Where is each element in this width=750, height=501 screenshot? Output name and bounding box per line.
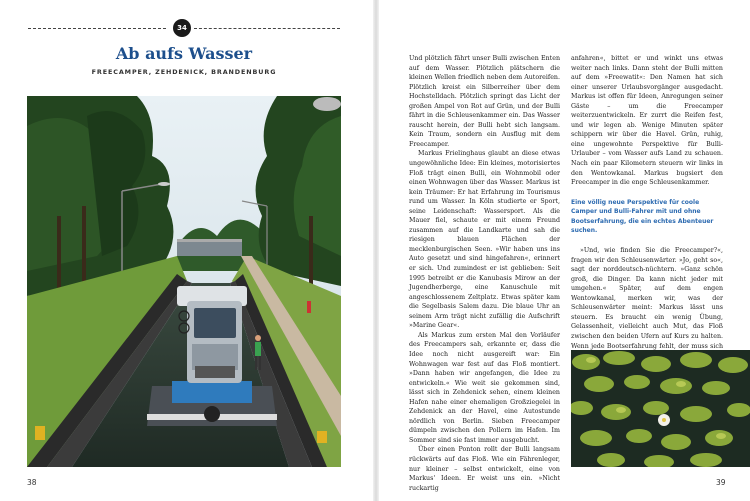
paragraph: Markus Frielinghaus glaubt an diese etwas ungewöhnliche Idee: Ein kleines, motorisiertes Floß trägt einen Bulli, ein Wohnmobil oder einen Wohnwagen über das Wasser. Markus ist kein Träumer: Er hat Erfahrung im Tourismus rund um Wasser. In Köln studierte er Sport, seine Leidenschaft: Wassersport. Als die Mauer fiel, schaute er mit einem Freund zusammen auf die Landkarte und sah die riesigen blauen Flächen der mecklenburgischen Seen. »Wir haben uns ins Auto gesetzt und sind hingefahren«, erinnert er sich. Und zumindest er ist geblieben: Seit 1995 betreibt er die Kanubasis Mirow an der Jugendherberge, eine Kanuschule mit angeschlossenem Zeltplatz. Etwas später kam die Segelbasis Salem dazu. Die blaue Uhr an seinem Arm trägt nicht zufällig die Aufschrift »Marine Gear«. — [409, 150, 560, 330]
header-rule-right — [194, 28, 340, 29]
text-column-2 — [571, 54, 723, 370]
lock-photo-icon — [27, 96, 341, 467]
book-gutter — [373, 0, 379, 501]
text-column-1 — [409, 54, 560, 493]
page-number-left: 38 — [27, 478, 37, 487]
lock-photo-illustration — [27, 96, 341, 467]
paragraph: Und plötzlich fährt unser Bulli zwischen Enten auf dem Wasser. Plötzlich plätschern die kleinen Wellen friedlich neben dem Autoreifen. Plötzlich kreist ein Silberreiher über dem Hochstelldach. Plötzlich springt das Licht der großen Ampel von Rot auf Grün, und der Bulli fährt in die Schleusenkammer ein. Das Wasser rauscht herein, der Bulli hebt sich langsam. Kein Traum, sondern ein Ausflug mit dem Freecamper. — [409, 55, 560, 148]
paragraph: Als Markus zum ersten Mal den Vorläufer des Freecampers sah, erkannte er, dass die Idee noch nicht ausgereift war: Ein Wohnwagen war fest auf das Floß montiert. »Dann haben wir angefangen, die Idee zu entwickeln.« Wie weit sie gekommen sind, lässt sich in Zehdenick sehen, einem kleinen Hafen nahe einer ehemaligen Großziegelei in Zehdenick an der Havel, eine Autostunde nördlich von Berlin. Sieben Freecamper dümpeln zwischen den Pollern im Hafen. Im Sommer sind sie fast immer ausgebucht. — [409, 331, 560, 444]
page-title: Ab aufs Wasser — [115, 44, 253, 63]
page-number-right: 39 — [716, 478, 726, 487]
pull-quote: Eine völlig neue Perspektive für coole Camper und Bulli-Fahrer mit und ohne Bootserfahrung, die ein echtes Abenteuer suchen. — [571, 198, 714, 235]
water-lilies-icon — [571, 350, 750, 467]
header-rule-left — [28, 28, 166, 29]
paragraph: anfahren«, bittet er und winkt uns etwas weiter nach links. Dann steht der Bulli mitten auf dem »Freewatit«: Den Namen hat sich einer unserer Urlaubsvorgänger ausgedacht. Markus ist offen für Ideen, Anregungen seiner Gäste – um die Freecamper weiterzuentwickeln. Er zurrt die Reifen fest, und wir legen ab. Wenige Minuten später schippern wir über die Havel. Grün, ruhig, eine ungewohnte Perspektive für Bulli-Urlauber – vom Wasser aufs Land zu schauen. Nach ein paar Kilometern steuern wir links in den Wentowkanal. Markus bugsiert den Freecamper in die enge Schleusenkammer. — [571, 55, 723, 187]
chapter-number-badge: 34 — [173, 19, 191, 37]
paragraph: Über einen Ponton rollt der Bulli langsam rückwärts auf das Floß. Wie ein Fährenleger, nur kleiner – selbst entwickelt, eine von Markus' Ideen. Er weist uns ein. »Nicht ruckartig — [409, 446, 560, 492]
page-subtitle: FREECAMPER, ZEHDENICK, BRANDENBURG — [91, 68, 277, 76]
water-lilies-illustration — [571, 350, 750, 467]
paragraph: »Und, wie finden Sie die Freecamper?«, fragen wir den Schleusenwärter. »Jo, geht so«, sagt der norddeutsch-nüchtern. »Ganz schön groß, die Dinger. Da kann nicht jeder mit umgehen.« Später, auf dem engen Wentowkanal, merken wir, was der Schleusenwärter meint: Markus lässt uns steuern. Es braucht ein wenig Übung, Gelassenheit, vielleicht auch Mut, das Floß zwischen den beiden Ufern auf Kurs zu halten. Wenn jede Bootserfahrung fehlt, der muss sich — [571, 247, 723, 350]
